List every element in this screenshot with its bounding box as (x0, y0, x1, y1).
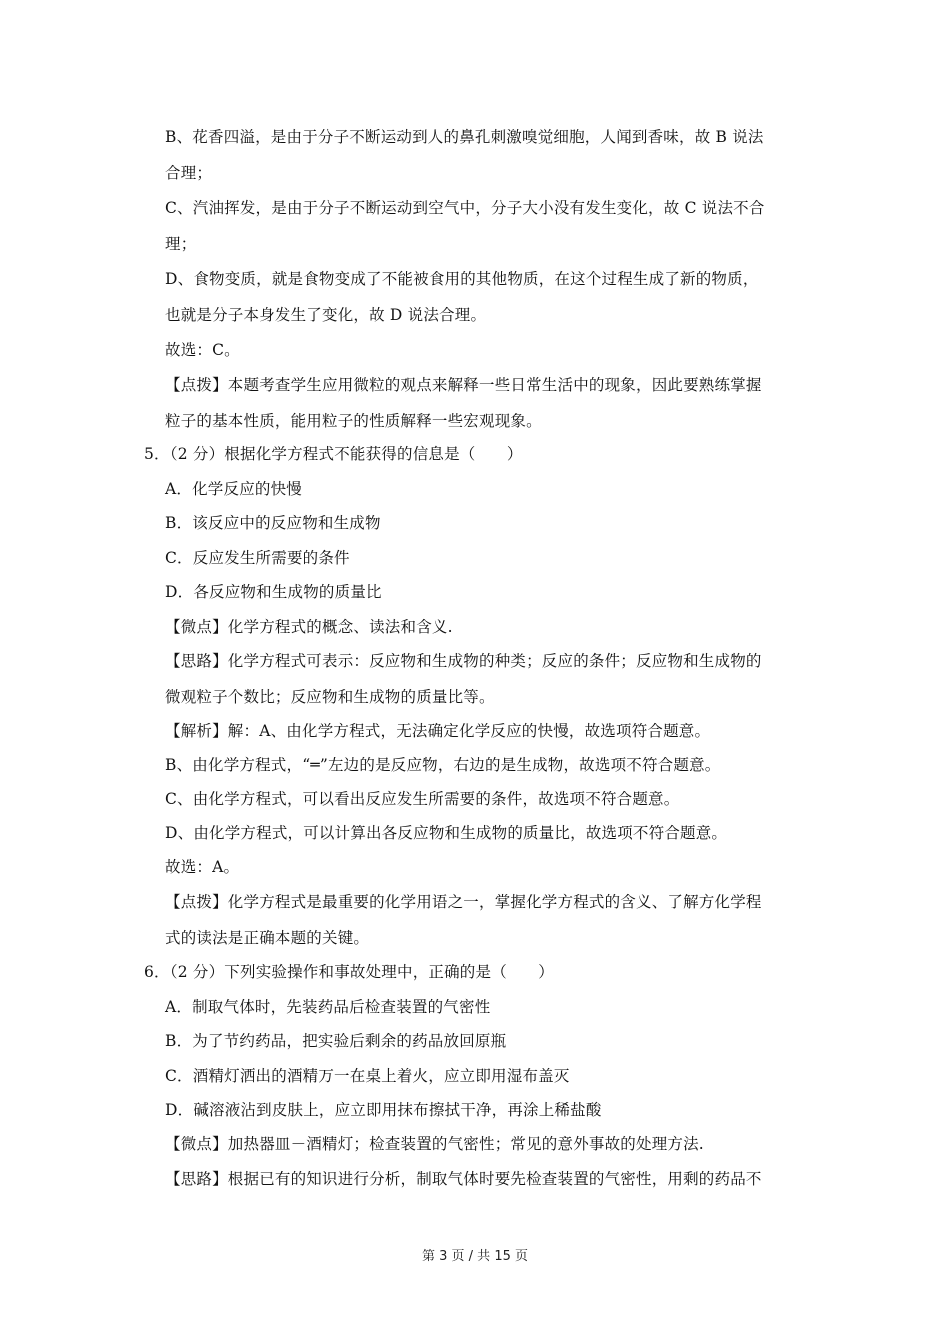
text-line: 【点拨】本题考查学生应用微粒的观点来解释一些日常生活中的现象，因此要熟练掌握 (165, 376, 762, 394)
text-line: 【微点】化学方程式的概念、读法和含义. (165, 618, 453, 636)
option-a: A．化学反应的快慢 (165, 480, 302, 498)
text-line: 合理； (165, 164, 213, 182)
option-a: A．制取气体时，先装药品后检查装置的气密性 (165, 998, 491, 1016)
text-line: 【点拨】化学方程式是最重要的化学用语之一，掌握化学方程式的含义、了解方化学程 (165, 893, 762, 911)
text-line: 粒子的基本性质，能用粒子的性质解释一些宏观现象。 (165, 412, 542, 430)
text-line: B、花香四溢，是由于分子不断运动到人的鼻孔刺激嗅觉细胞，人闻到香味，故 B 说法 (165, 128, 764, 146)
text-line: C、由化学方程式，可以看出反应发生所需要的条件，故选项不符合题意。 (165, 790, 680, 808)
question-5-title: 5．（2 分）根据化学方程式不能获得的信息是（ ） (144, 445, 523, 463)
option-d: D．碱溶液沾到皮肤上，应立即用抹布擦拭干净，再涂上稀盐酸 (165, 1101, 602, 1119)
text-line: C、汽油挥发，是由于分子不断运动到空气中，分子大小没有发生变化，故 C 说法不合 (165, 199, 765, 217)
text-line: 故选：A。 (165, 858, 240, 876)
text-line: 【解析】解：A、由化学方程式，无法确定化学反应的快慢，故选项符合题意。 (165, 722, 711, 740)
option-b: B．为了节约药品，把实验后剩余的药品放回原瓶 (165, 1032, 507, 1050)
text-line: 【思路】根据已有的知识进行分析，制取气体时要先检查装置的气密性，用剩的药品不 (165, 1170, 762, 1188)
text-line: 【微点】加热器皿－酒精灯；检查装置的气密性；常见的意外事故的处理方法. (165, 1135, 704, 1153)
text-line: 也就是分子本身发生了变化，故 D 说法合理。 (165, 306, 487, 324)
option-d: D．各反应物和生成物的质量比 (165, 583, 382, 601)
text-line: 微观粒子个数比；反应物和生成物的质量比等。 (165, 688, 495, 706)
text-line: B、由化学方程式，“═”左边的是反应物，右边的是生成物，故选项不符合题意。 (165, 756, 721, 774)
option-c: C．反应发生所需要的条件 (165, 549, 350, 567)
page-footer: 第 3 页 / 共 15 页 (422, 1249, 528, 1264)
option-c: C．酒精灯洒出的酒精万一在桌上着火，应立即用湿布盖灭 (165, 1067, 570, 1085)
text-line: 式的读法是正确本题的关键。 (165, 929, 370, 947)
text-line: D、由化学方程式，可以计算出各反应物和生成物的质量比，故选项不符合题意。 (165, 824, 728, 842)
text-line: 【思路】化学方程式可表示：反应物和生成物的种类；反应的条件；反应物和生成物的 (165, 652, 762, 670)
question-6-title: 6．（2 分）下列实验操作和事故处理中，正确的是（ ） (144, 963, 555, 981)
text-line: 故选：C。 (165, 341, 240, 359)
text-line: 理； (165, 235, 197, 253)
text-line: D、食物变质，就是食物变成了不能被食用的其他物质，在这个过程生成了新的物质， (165, 270, 759, 288)
option-b: B．该反应中的反应物和生成物 (165, 514, 381, 532)
